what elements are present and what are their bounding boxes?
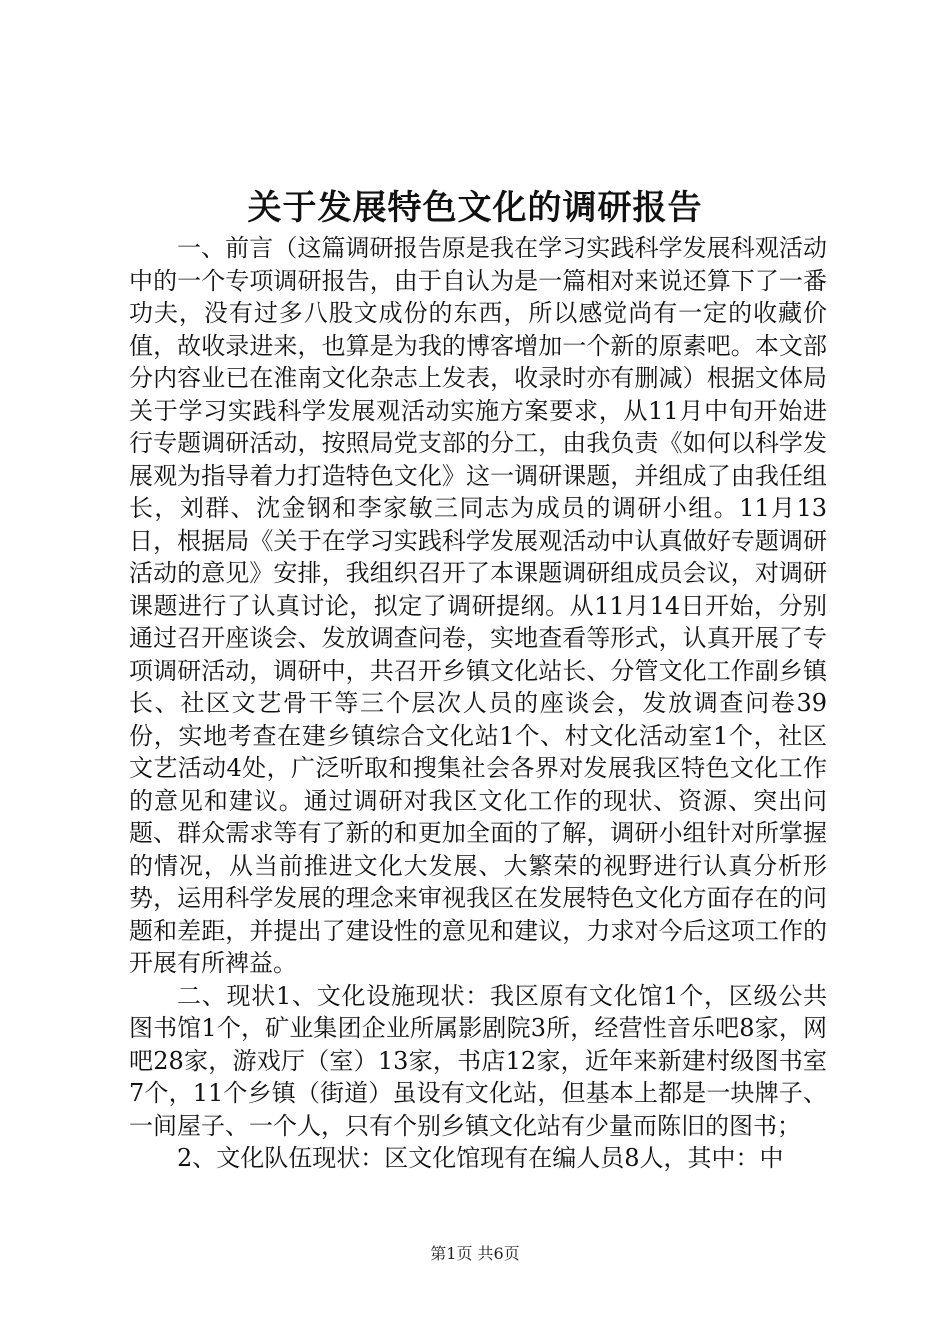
page-number-footer: 第1页 共6页 [430,1244,520,1263]
paragraph-preface: 一、前言（这篇调研报告原是我在学习实践科学发展科观活动中的一个专项调研报告，由于自认为是一篇相对来说还算下了一番功夫，没有过多八股文成份的东西，所以感觉尚有一定的收藏价值，故收录进来，也算是为我的博客增加一个新的原素吧。本文部分内容业已在淮南文化杂志上发表，收录时亦有删减）根据文体局关于学习实践科学发展观活动实施方案要求，从11月中旬开始进行专题调研活动，按照局党支部的分工，由我负责《如何以科学发展观为指导着力打造特色文化》这一调研课题，并组成了由我任组长，刘群、沈金钢和李家敏三同志为成员的调研小组。11月13日，根据局《关于在学习实践科学发展观活动中认真做好专题调研活动的意见》安排，我组织召开了本课题调研组成员会议，对调研课题进行了认真讨论，拟定了调研提纲。从11月14日开始，分别通过召开座谈会、发放调查问卷，实地查看等形式，认真开展了专项调研活动，调研中，共召开乡镇文化站长、分管文化工作副乡镇长、社区文艺骨干等三个层次人员的座谈会，发放调查问卷39份，实地考查在建乡镇综合文化站1个、村文化活动室1个，社区文艺活动4处，广泛听取和搜集社会各界对发展我区特色文化工作的意见和建议。通过调研对我区文化工作的现状、资源、突出问题、群众需求等有了新的和更加全面的了解，调研小组针对所掌握的情况，从当前推进文化大发展、大繁荣的视野进行认真分析形势，运用科学发展的理念来审视我区在发展特色文化方面存在的问题和差距，并提出了建设性的意见和建议，力求对今后这项工作的开展有所裨益。 [129,234,827,977]
document-title: 关于发展特色文化的调研报告 [247,188,703,228]
paragraph-status-facilities: 二、现状1、文化设施现状：我区原有文化馆1个，区级公共图书馆1个，矿业集团企业所属影剧院3所，经营性音乐吧8家，网吧28家，游戏厅（室）13家，书店12家，近年来新建村级图书室7个，11个乡镇（街道）虽设有文化站，但基本上都是一块牌子、一间屋子、一个人，只有个别乡镇文化站有少量而陈旧的图书； [129,981,827,1140]
document-body [129,232,827,1175]
paragraph-status-staff: 2、文化队伍现状：区文化馆现有在编人员8人，其中：中 [177,1144,784,1172]
